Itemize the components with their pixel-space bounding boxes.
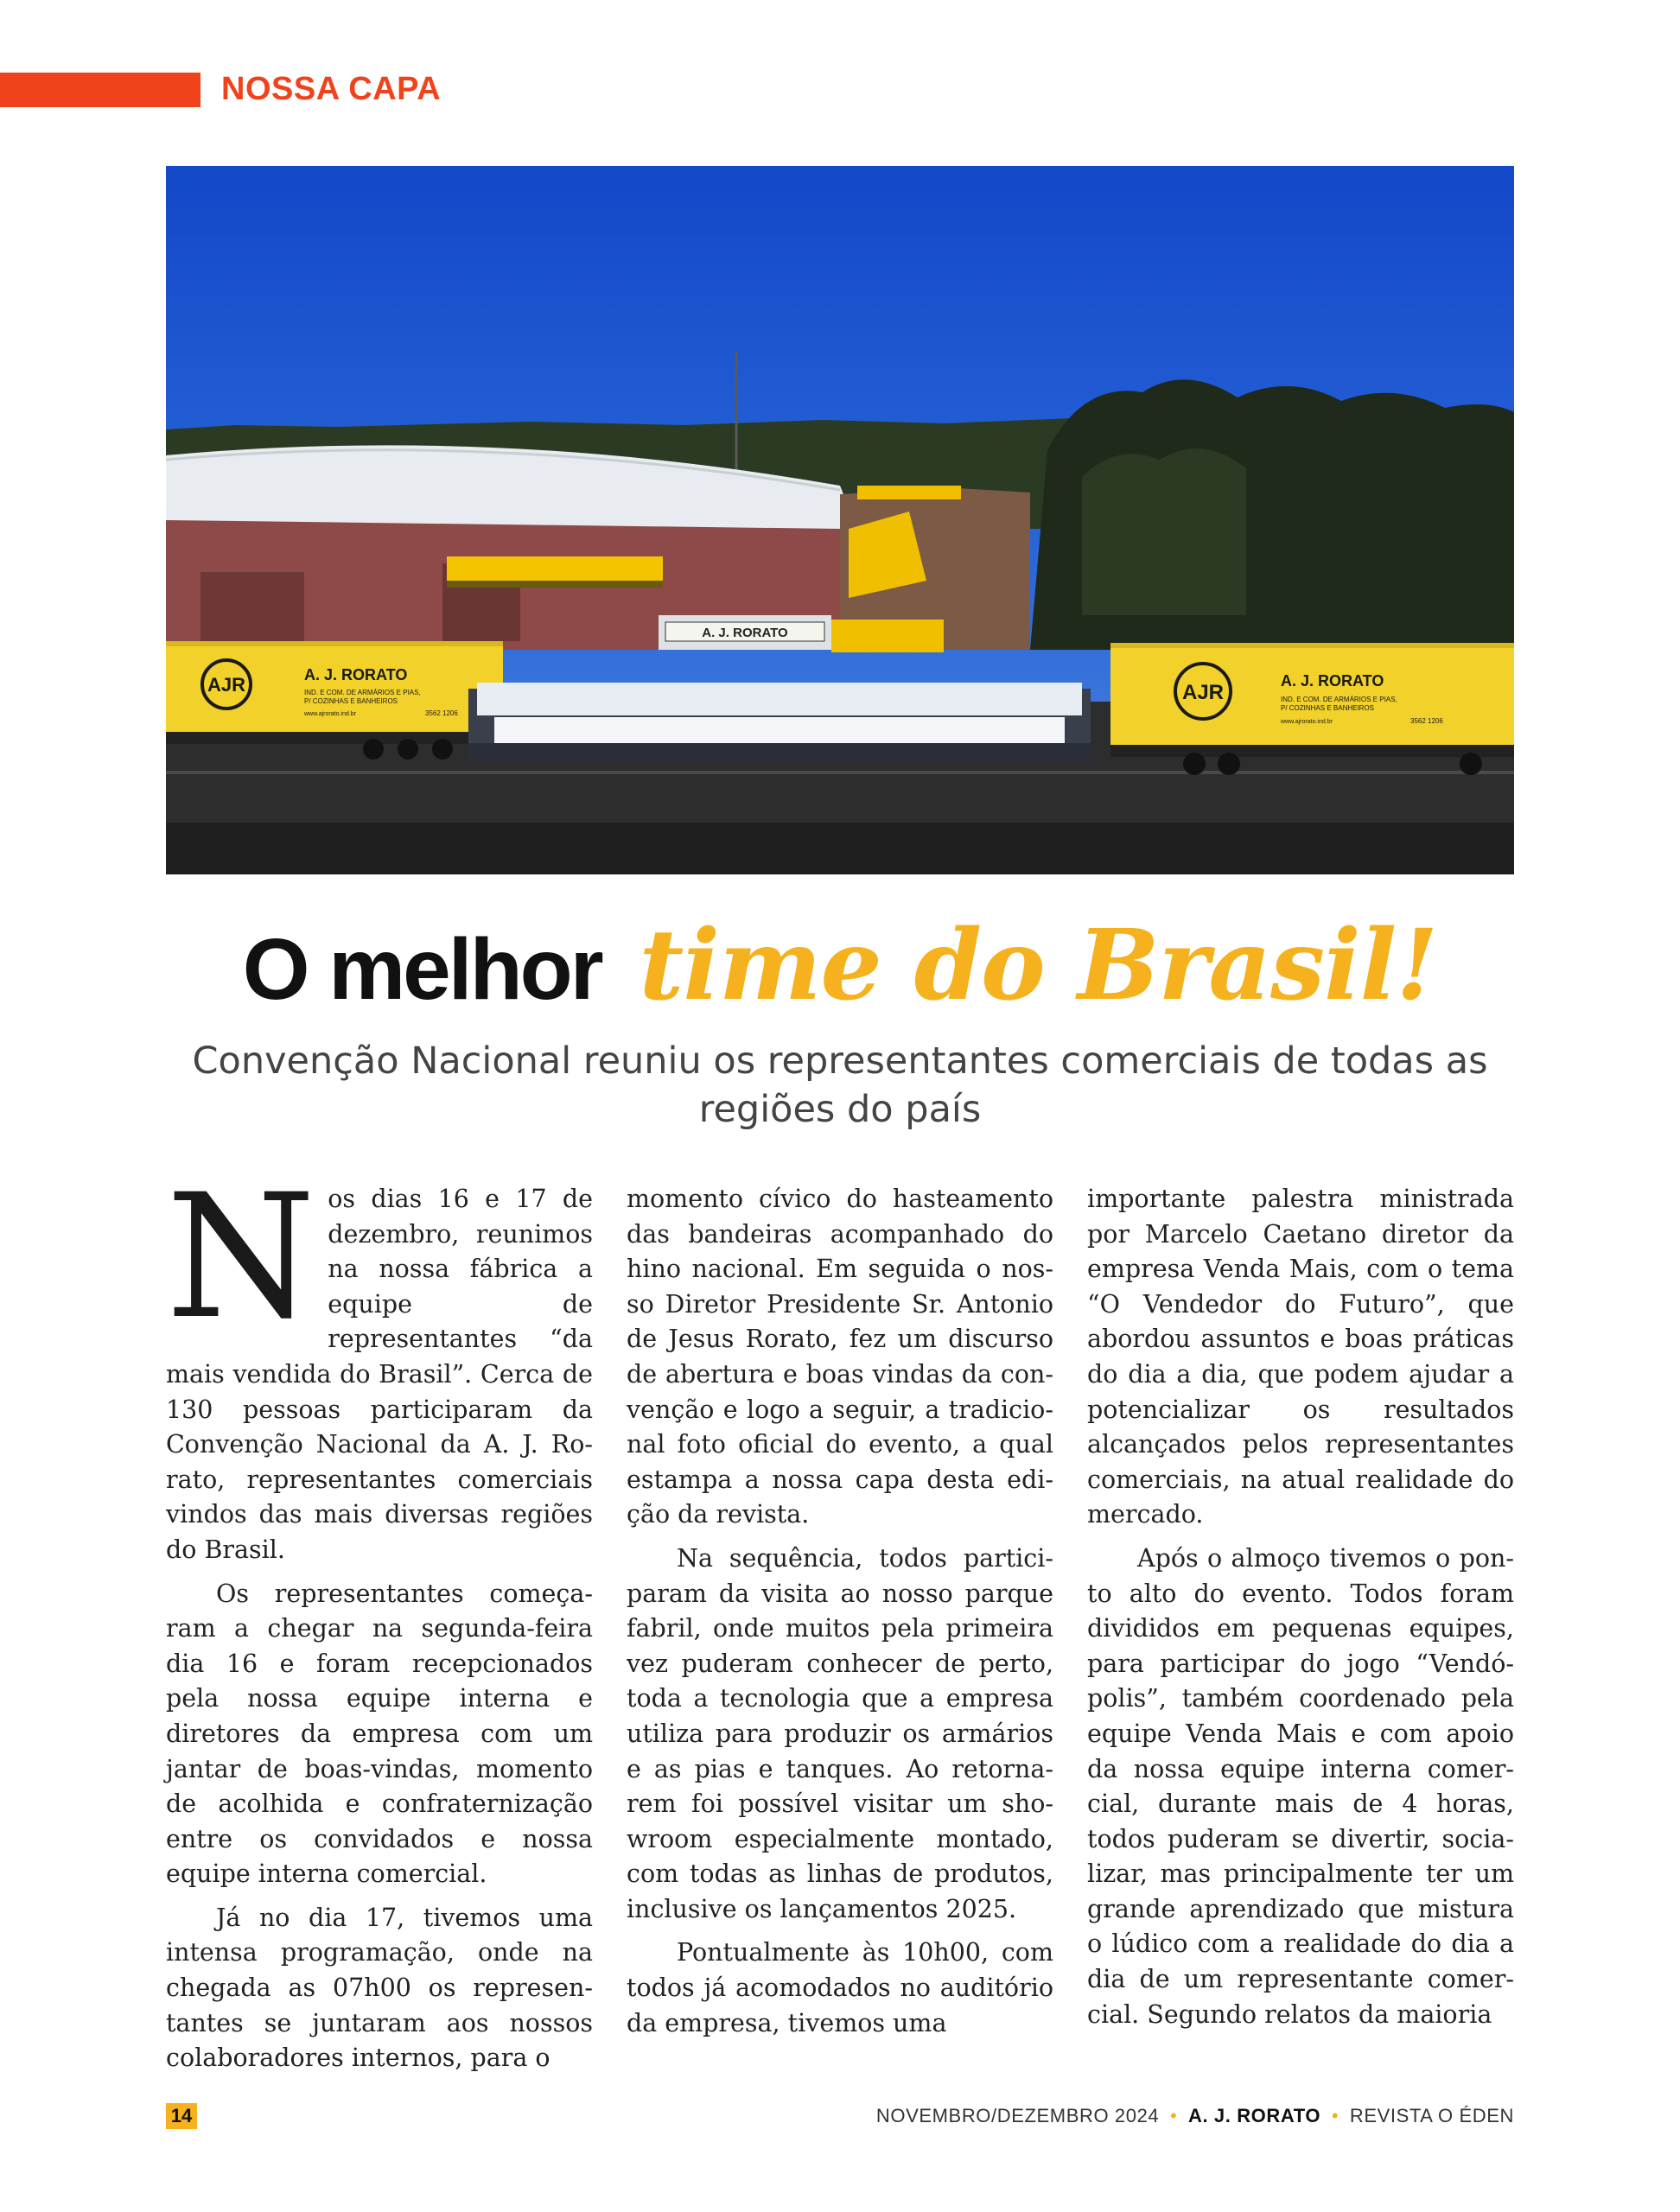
paragraph: momento cívico do hasteamento das bandeiras acompanhado do hino nacional. Em seguida o nosso Diretor Presidente Sr. Antonio de Jesus Rorato, fez um discurso de abertura e boas vindas da convenção e logo a seguir, a tradicional foto oficial do evento, a qual estampa a nossa capa desta edição da revista. bbox=[627, 1185, 1053, 1529]
paragraph: Os representantes começaram a chegar na segunda-feira dia 16 e foram recepcionados pela nossa equipe interna e diretores da empresa com um jantar de boas-vindas, momento de acolhida e confraternização entre os convidados e nossa equipe interna comercial. bbox=[166, 1579, 593, 1889]
section-label: NOSSA CAPA bbox=[221, 71, 442, 107]
article-column-2 bbox=[627, 1182, 1053, 2041]
section-accent-bar bbox=[0, 73, 200, 107]
footer-separator: • bbox=[1169, 2105, 1178, 2126]
paragraph: Pontualmente às 10h00, com todos já acomodados no auditório da empresa, tivemos uma bbox=[627, 1938, 1053, 2037]
right-truck bbox=[1110, 643, 1514, 775]
svg-text:P/ COZINHAS E BANHEIROS: P/ COZINHAS E BANHEIROS bbox=[1281, 704, 1375, 712]
paragraph: Já no dia 17, tivemos uma intensa programação, onde na chegada as 07h00 os representantes se juntaram aos nossos colaboradores internos, para o bbox=[166, 1903, 593, 2073]
svg-text:AJR: AJR bbox=[1181, 681, 1225, 704]
footer-brand: A. J. RORATO bbox=[1188, 2105, 1321, 2126]
svg-text:3562 1206: 3562 1206 bbox=[425, 709, 458, 717]
svg-text:AJR: AJR bbox=[207, 674, 246, 696]
subtitle: Convenção Nacional reuniu os representantes comerciais de todas as regiões do país bbox=[192, 1039, 1488, 1131]
paragraph: Após o almoço tivemos o ponto alto do evento. Todos foram divididos em pequenas equipes, para participar do jogo “Vendópolis”, também coordenado pela equipe Venda Mais e com apoio da nossa equipe interna comercial, durante mais de 4 horas, todos puderam se divertir, socializar, mas principalmente ter um grande aprendizado que mistura o lúdico com a realidade do dia a dia de um representante comercial. Segundo relatos da maioria bbox=[1087, 1543, 1514, 2029]
cover-photo bbox=[166, 166, 1514, 874]
paragraph: Na sequência, todos participaram da visita ao nosso parque fabril, onde muitos pela primeira vez puderam conhecer de perto, toda a tecnologia que a empresa utiliza para produzir os armários e as pias e tanques. Ao retornarem foi possível visitar um showroom especialmente montado, com todas as linhas de produtos, inclusive os lançamentos 2025. bbox=[627, 1543, 1053, 1923]
article-column-1 bbox=[166, 1157, 593, 2076]
drop-cap: N bbox=[166, 1157, 316, 1357]
svg-text:A. J. RORATO: A. J. RORATO bbox=[304, 666, 408, 683]
paragraph: Nos dias 16 e 17 de dezembro, reunimos na nossa fábrica a equipe de representantes “da mais vendida do Brasil”. Cerca de 130 pessoas participaram da Convenção Nacional da A. J. Rorato, representantes comerciais vindos das mais diversas regiões do Brasil. bbox=[166, 1157, 593, 1564]
svg-text:IND. E COM. DE ARMÁRIOS E PIAS: IND. E COM. DE ARMÁRIOS E PIAS, bbox=[304, 689, 421, 696]
group-of-people bbox=[468, 683, 1091, 762]
footer-magazine: REVISTA O ÉDEN bbox=[1349, 2105, 1514, 2126]
svg-text:P/ COZINHAS E BANHEIROS: P/ COZINHAS E BANHEIROS bbox=[304, 697, 398, 705]
svg-text:A. J. RORATO: A. J. RORATO bbox=[1281, 672, 1384, 690]
page-number: 14 bbox=[166, 2103, 197, 2129]
left-truck bbox=[166, 641, 503, 760]
svg-text:A. J. RORATO: A. J. RORATO bbox=[702, 626, 788, 640]
svg-text:www.ajrorato.ind.br: www.ajrorato.ind.br bbox=[1281, 719, 1333, 725]
headline-part-2: time do Brasil! bbox=[639, 909, 1438, 1022]
svg-text:www.ajrorato.ind.br: www.ajrorato.ind.br bbox=[304, 711, 356, 717]
headline-part-1: O melhor bbox=[242, 921, 601, 1018]
footer-issue: NOVEMBRO/DEZEMBRO 2024 bbox=[875, 2105, 1160, 2126]
footer bbox=[876, 2105, 1514, 2127]
headline bbox=[0, 909, 1680, 1021]
yellow-canopy bbox=[447, 556, 663, 581]
footer-separator: • bbox=[1331, 2105, 1340, 2126]
svg-text:3562 1206: 3562 1206 bbox=[1410, 717, 1443, 725]
article-column-3 bbox=[1087, 1182, 1514, 2032]
paragraph: importante palestra ministrada por Marcelo Caetano diretor da empresa Venda Mais, com o tema “O Vendedor do Futuro”, que abordou assuntos e boas práticas do dia a dia, que podem ajudar a potencializar os resultados alcançados pelos representantes comerciais, na atual realidade do mercado. bbox=[1087, 1185, 1514, 1529]
svg-text:IND. E COM. DE ARMÁRIOS E PIAS: IND. E COM. DE ARMÁRIOS E PIAS, bbox=[1281, 696, 1397, 703]
